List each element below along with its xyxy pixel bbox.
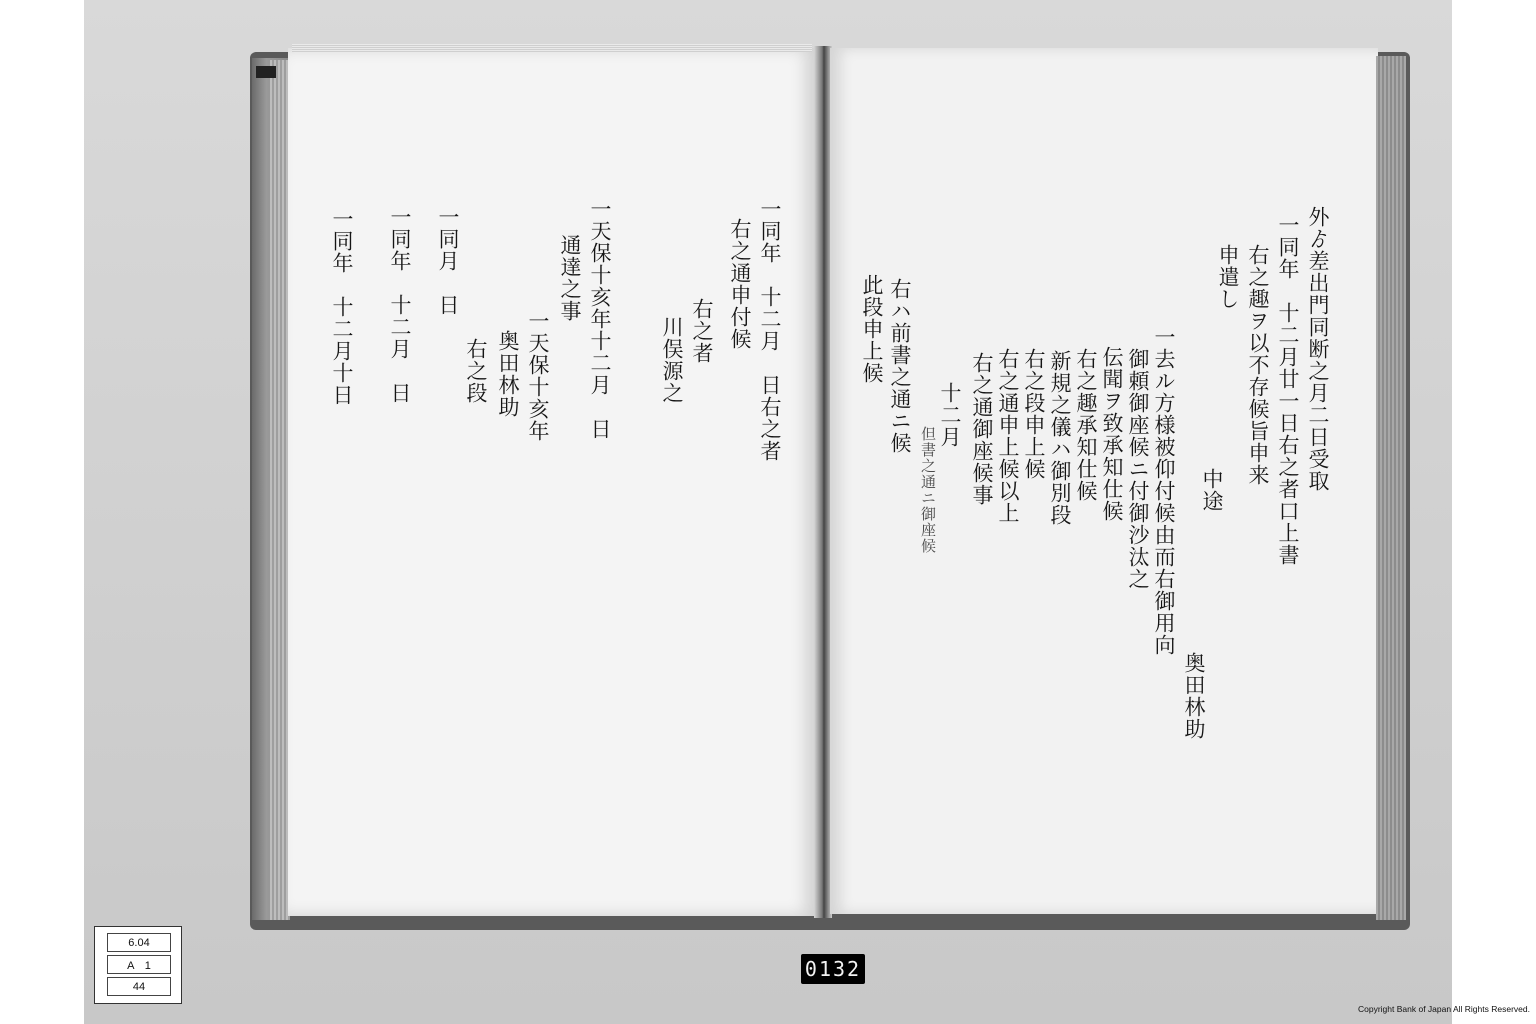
text-column: 此段申上候 — [860, 274, 884, 384]
text-column: 一同年 十二月廿一日右之者口上書 — [1276, 214, 1300, 566]
text-column: 外ゟ差出門同断之月二日受取 — [1306, 206, 1330, 492]
text-column: 一同年 十二月十日 — [330, 208, 354, 406]
text-column: 御頼御座候ニ付御沙汰之 — [1126, 348, 1150, 590]
text-column: 通達之事 — [558, 234, 582, 322]
text-column: 一同年 十二月 日右之者 — [758, 198, 782, 462]
label-line: 6.04 — [107, 933, 171, 952]
label-line: 44 — [107, 977, 171, 996]
annotation-column: 但書之通ニ御座候 — [919, 426, 937, 554]
text-column: 右之趣承知仕候 — [1074, 348, 1098, 502]
right-page-stack — [1376, 56, 1406, 920]
text-column: 十二月 — [938, 382, 962, 448]
text-column: 右之通申上候以上 — [996, 348, 1020, 524]
text-column: 一同月 日 — [436, 206, 460, 316]
text-column: 一同年 十二月 日 — [388, 206, 412, 404]
text-column: 右之通申付候 — [728, 218, 752, 350]
copyright-notice: Copyright Bank of Japan All Rights Reserved. — [1358, 1004, 1530, 1014]
page-marker — [256, 66, 276, 78]
left-page-stack — [270, 60, 290, 920]
page-top-edge — [292, 44, 812, 52]
text-column: 右之趣ヲ以不存候旨申来 — [1246, 244, 1270, 486]
text-column: 右之通御座候事 — [970, 352, 994, 506]
right-page — [830, 48, 1378, 914]
archive-label — [94, 926, 182, 1004]
label-line: A 1 — [107, 955, 171, 974]
text-column: 一天保十亥年十二月 日 — [588, 198, 612, 440]
text-column: 一去ル方様被仰付候由而右御用向 — [1152, 326, 1176, 656]
text-column: 右ハ前書之通ニ候 — [888, 278, 912, 454]
text-column: 新規之儀ハ御別段 — [1048, 350, 1072, 526]
text-column: 右之者 — [690, 298, 714, 364]
left-page — [288, 48, 816, 916]
text-column: 一天保十亥年 — [526, 310, 550, 442]
text-column: 右之段 — [464, 338, 488, 404]
text-column: 奥田林助 — [496, 330, 520, 418]
text-column: 伝聞ヲ致承知仕候 — [1100, 346, 1124, 522]
text-column: 申遣し — [1216, 244, 1240, 310]
frame-number: 0132 — [801, 954, 865, 984]
text-column: 奥田林助 — [1182, 652, 1206, 740]
text-column: 右之段申上候 — [1022, 348, 1046, 480]
text-column: 川俣源之 — [660, 316, 684, 404]
text-column: 中途 — [1200, 468, 1224, 512]
